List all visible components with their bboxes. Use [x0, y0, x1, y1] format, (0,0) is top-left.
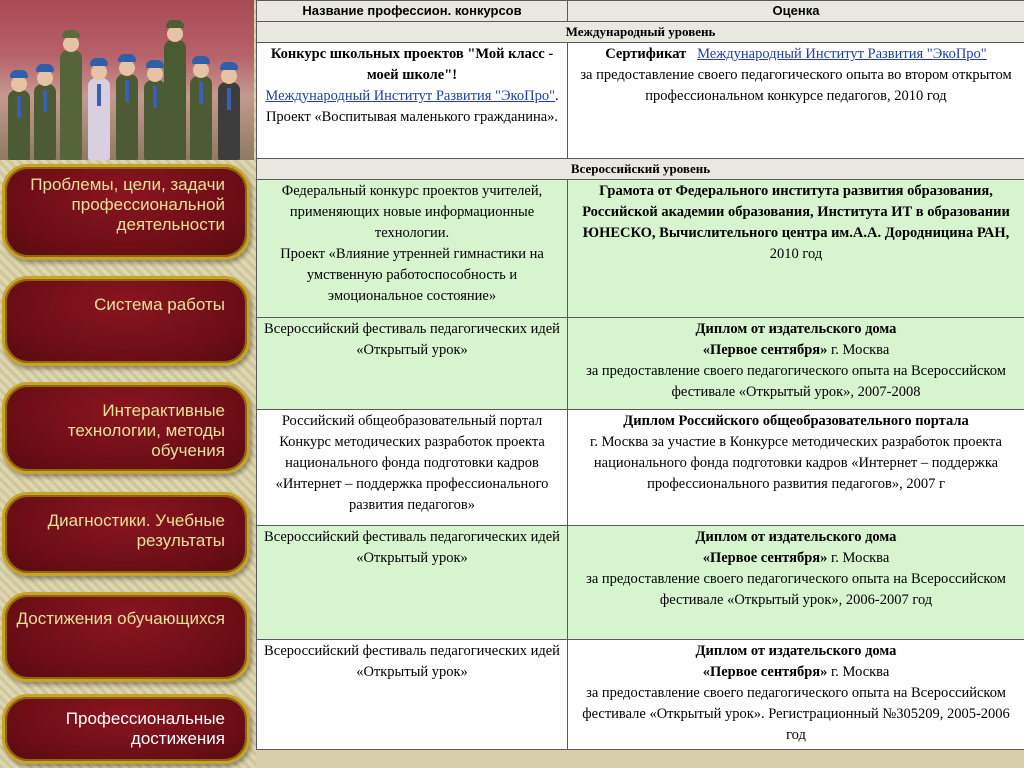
contest-cell: Российский общеобразовательный портал Конкурс методических разработок проекта национального фонда подготовки кадров «Интернет – поддержка профессионального развития педагогов» [257, 410, 568, 526]
contest-cell: Всероссийский фестиваль педагогических идей «Открытый урок» [257, 318, 568, 410]
photo-figure [88, 78, 110, 160]
evaluation-cell [568, 43, 1024, 159]
table-row [257, 640, 1024, 750]
award-title: Диплом от издательского дома [695, 643, 897, 659]
contest-project: Проект «Влияние утренней гимнастики на умственную работоспособность и эмоциональное состояние» [280, 246, 544, 304]
photo-figure [218, 82, 240, 160]
sidebar [0, 0, 256, 768]
nav-work-system-button[interactable] [2, 276, 250, 366]
contest-title: Федеральный конкурс проектов учителей, применяющих новые информационные технологии. [281, 183, 543, 241]
award-city: г. Москва [827, 342, 890, 358]
award-title: Грамота от Федерального института развития образования, Российской академии образования, Института ИТ в образовании ЮНЕСКО, Вычислительного центра им.А.А. Дородницина РАН, [582, 183, 1010, 241]
nav-label: Система работы [94, 295, 225, 314]
evaluation-cell [568, 410, 1024, 526]
award-description: г. Москва за участие в Конкурсе методических разработок проекта национального фонда подготовки кадров «Интернет – поддержка профессионального развития педагогов», 2007 г [590, 434, 1002, 492]
award-title: Диплом Российского общеобразовательного портала [623, 413, 969, 429]
column-header-contest: Название профессион. конкурсов [257, 1, 568, 22]
award-city: г. Москва [827, 664, 890, 680]
nav-interactive-tech-button[interactable] [2, 382, 250, 474]
nav-label: Достижения обучающихся [16, 609, 225, 628]
nav-label: Диагностики. Учебные результаты [47, 511, 225, 550]
table-row [257, 43, 1024, 159]
group-photo-icon [0, 0, 254, 160]
photo-figure [144, 80, 166, 160]
table-row [257, 318, 1024, 410]
award-title: Диплом от издательского дома [695, 321, 897, 337]
column-header-evaluation: Оценка [568, 1, 1024, 22]
table-row [257, 526, 1024, 640]
photo-figure [164, 40, 186, 160]
certificate-label: Сертификат [605, 46, 687, 62]
photo-figure [34, 84, 56, 160]
bottom-strip [256, 762, 1024, 768]
photo-figure [8, 90, 30, 160]
nav-problems-goals-button[interactable] [2, 164, 250, 260]
certificate-description: за предоставление своего педагогического опыта во втором открытом профессиональном конкурсе педагогов, 2010 год [580, 67, 1012, 104]
nav-diagnostics-button[interactable] [2, 492, 250, 576]
award-city: г. Москва [827, 550, 890, 566]
achievements-table [256, 0, 1024, 750]
table-header-row [257, 1, 1024, 22]
contest-project: . Проект «Воспитывая маленького гражданина». [265, 88, 559, 125]
evaluation-cell [568, 640, 1024, 750]
evaluation-cell [568, 180, 1024, 318]
nav-label: Профессиональные достижения [65, 709, 225, 748]
achievements-table-container [256, 0, 1024, 762]
table-row [257, 180, 1024, 318]
nav-student-achievements-button[interactable] [2, 592, 250, 682]
level-label: Международный уровень [257, 22, 1024, 43]
ecopro-certificate-link[interactable]: Международный Институт Развития "ЭкоПро" [697, 46, 987, 62]
ecopro-link[interactable]: Международный Институт Развития "ЭкоПро" [265, 88, 555, 104]
nav-label: Интерактивные технологии, методы обучения [67, 401, 225, 460]
nav-label: Проблемы, цели, задачи профессиональной деятельности [30, 175, 225, 234]
award-year: 2010 год [769, 246, 823, 262]
award-description: за предоставление своего педагогического опыта на Всероссийском фестивале «Открытый урок», 2007-2008 [586, 363, 1006, 400]
award-publisher: «Первое сентября» [702, 342, 828, 358]
contest-cell: Всероссийский фестиваль педагогических идей «Открытый урок» [257, 526, 568, 640]
evaluation-cell [568, 318, 1024, 410]
award-publisher: «Первое сентября» [702, 664, 828, 680]
photo-figure [60, 50, 82, 160]
contest-title: Конкурс школьных проектов "Мой класс - моей школе"! [270, 46, 554, 83]
photo-figure [116, 74, 138, 160]
contest-cell [257, 180, 568, 318]
award-publisher: «Первое сентября» [702, 550, 828, 566]
award-description: за предоставление своего педагогического опыта на Всероссийском фестивале «Открытый урок». Регистрационный №305209, 2005-2006 год [582, 685, 1010, 743]
contest-cell: Всероссийский фестиваль педагогических идей «Открытый урок» [257, 640, 568, 750]
evaluation-cell [568, 526, 1024, 640]
award-description: за предоставление своего педагогического опыта на Всероссийском фестивале «Открытый урок», 2006-2007 год [586, 571, 1006, 608]
contest-cell [257, 43, 568, 159]
table-row [257, 410, 1024, 526]
level-row-russia [257, 159, 1024, 180]
nav-professional-achievements-button[interactable] [2, 694, 250, 764]
level-row-international [257, 22, 1024, 43]
award-title: Диплом от издательского дома [695, 529, 897, 545]
level-label: Всероссийский уровень [257, 159, 1024, 180]
photo-figure [190, 76, 212, 160]
